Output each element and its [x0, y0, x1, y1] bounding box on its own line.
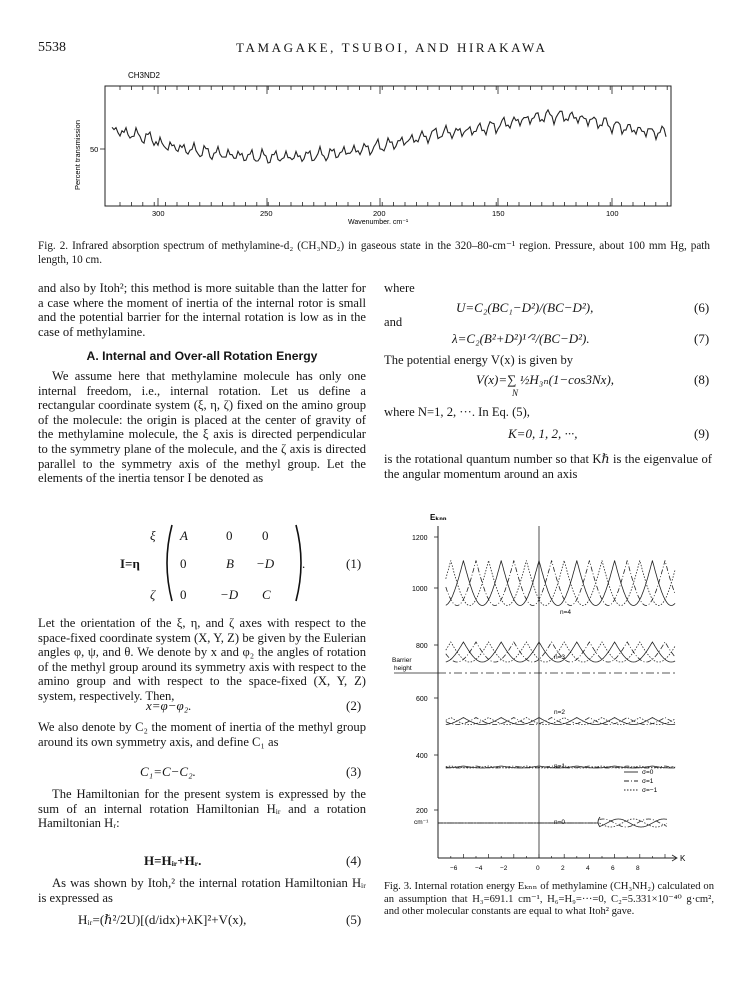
page-header: [38, 40, 718, 60]
y-axis-title: Eₖₙₙ: [430, 513, 447, 522]
m32: −D: [220, 587, 239, 602]
x-axis-label: Wavenumber, cm⁻¹: [348, 219, 409, 224]
y-tick-1000: 1000: [412, 586, 428, 593]
paragraph: where N=1, 2, ···. In Eq. (5),: [384, 405, 530, 419]
compound-label: CH3ND2: [128, 71, 161, 80]
x-tick-8: 8: [636, 865, 640, 872]
figure-3-energy-levels: [384, 508, 714, 876]
running-head: TAMAGAKE, TSUBOI, AND HIRAKAWA: [236, 40, 548, 55]
y-axis-label: Percent transmission: [73, 119, 82, 190]
equation-9: K=0, 1, 2, ···,: [508, 426, 578, 441]
m21: 0: [180, 556, 187, 571]
equation-7: λ=C₂(B²+D²)¹ᐟ²/(BC−D²).: [452, 331, 590, 346]
y-tick-50: 50: [90, 145, 99, 154]
equation-6: U=C₂(BC₁−D²)/(BC−D²),: [456, 300, 594, 315]
x-tick-150: 150: [492, 209, 505, 218]
level-label-n0: n=0: [554, 819, 566, 826]
m23: −D: [256, 556, 275, 571]
level-label-n3: n=3: [554, 654, 566, 661]
equation-4: H=Hᵢᵣ+Hᵣ.: [144, 853, 202, 868]
left-column: [38, 281, 366, 486]
paragraph: The Hamiltonian for the present system is expressed by the sum of an internal rotation Hamiltonian Hᵢᵣ and a rotation Hamiltonian Hᵣ:: [38, 787, 366, 831]
left-column-4: [38, 787, 366, 831]
x-tick-neg2: −2: [500, 865, 508, 872]
spectrum-line: [112, 110, 666, 163]
paragraph: is the rotational quantum number so that Kℏ is the eigenvalue of the angular momentum around an axis: [384, 452, 712, 481]
paragraph: We assume here that methylamine molecule has only one internal freedom, i.e., internal rotation. Let us define a rectangular coordinate system (ξ, η, ζ) fixed on the amino group of the molecule: the origin is placed at the center of gravity of the methylamine molecule, the ξ axis is directed perpendicular to the symmetry plane of the molecule, and the ζ axis is directed parallel to the symmetry axis of the methyl group. Let the elements of the inertia tensor I be denoted as: [38, 368, 366, 486]
x-axis-title: K: [680, 854, 686, 863]
m12: 0: [226, 528, 233, 543]
equation-8: V(x)=∑ ½H₃ₙ(1−cos3Nx),: [476, 372, 615, 387]
m22: B: [226, 556, 234, 571]
eq-number-1: (1): [346, 556, 362, 571]
legend-sigma-neg1: σ=−1: [642, 787, 658, 794]
y-tick-400: 400: [416, 753, 428, 760]
eq-number-7: (7): [694, 331, 710, 346]
x-tick-6: 6: [611, 865, 615, 872]
eq-number-9: (9): [694, 426, 710, 441]
x-tick-neg4: −4: [475, 865, 483, 872]
x-tick-300: 300: [152, 209, 165, 218]
and-text: and: [384, 315, 403, 329]
equation-5: Hᵢᵣ=(ℏ²/2U)[(d/idx)+λK]²+V(x),: [78, 912, 247, 927]
energy-level-curves: [438, 561, 675, 828]
y-tick-1200: 1200: [412, 535, 428, 542]
m11: A: [180, 528, 188, 543]
where-text: where: [384, 281, 415, 295]
x-tick-0: 0: [536, 865, 540, 872]
barrier-label-word1: Barrier: [392, 657, 412, 664]
x-tick-200: 200: [373, 209, 386, 218]
figure-2-caption: Fig. 2. Infrared absorption spectrum of methylamine-d₂ (CH₃ND₂) in gaseous state in the 320–80-cm⁻¹ region. Pressure, about 100 mm Hg, path length, 10 cm.: [38, 240, 710, 266]
level-label-n4: n=4: [560, 609, 572, 616]
x-tick-100: 100: [606, 209, 619, 218]
paragraph: and also by Itoh²; this method is more suitable than the latter for a case where the moment of inertia of the internal rotor is small and the potential barrier for the internal rotation is low as in the case of methylamine.: [38, 281, 366, 339]
figure-2-spectrum: [60, 64, 700, 224]
paragraph: We also denote by C₂ the moment of inertia of the methyl group around its own symmetry axis, and define C₁ as: [38, 720, 366, 749]
x-tick-4: 4: [586, 865, 590, 872]
y-tick-200: 200: [416, 808, 428, 815]
legend-sigma-0: σ=0: [642, 769, 654, 776]
left-column-5: [38, 876, 366, 905]
equation-2: x=φ−φ₂.: [146, 698, 192, 713]
m31: 0: [180, 587, 187, 602]
level-label-n2: n=2: [554, 709, 566, 716]
x-tick-2: 2: [561, 865, 565, 872]
eq-number-6: (6): [694, 300, 710, 315]
right-column-text: [384, 452, 712, 481]
page-number: 5538: [38, 40, 66, 55]
figure-3-caption: Fig. 3. Internal rotation energy Eₖₙₙ of methylamine (CH₃NH₂) calculated on an assumption that H₃=691.1 cm⁻¹, H₆=H₉=···=0, C₂=5.331×10⁻⁴⁰ g·cm², and other molecular constants are equal to what Itoh² gave.: [384, 881, 714, 918]
equation-1: ξ I=η ζ A 0 0 0 B −D 0 −D C . (1): [38, 525, 366, 605]
legend-sigma-1: σ=1: [642, 778, 654, 785]
left-column-2: [38, 616, 366, 704]
paragraph: The potential energy V(x) is given by: [384, 353, 574, 367]
legend: [624, 769, 658, 794]
equation-3: C₁=C−C₂.: [140, 764, 196, 779]
x-tick-250: 250: [260, 209, 273, 218]
m33: C: [262, 587, 271, 602]
eq-number-3: (3): [346, 764, 362, 779]
x-tick-neg6: −6: [450, 865, 458, 872]
sum-index: N: [512, 388, 519, 398]
eq-number-2: (2): [346, 698, 362, 713]
m13: 0: [262, 528, 269, 543]
barrier-label-word2: height: [394, 665, 412, 672]
y-unit: cm⁻¹: [414, 819, 429, 826]
x-ticks: [451, 854, 665, 858]
eq-number-4: (4): [346, 853, 362, 868]
y-tick-600: 600: [416, 696, 428, 703]
plot-frame: [105, 86, 671, 206]
section-heading: A. Internal and Over-all Rotation Energy: [86, 349, 318, 364]
inertia-lhs: I=η: [120, 556, 140, 571]
eq-number-8: (8): [694, 372, 710, 387]
left-column-3: [38, 720, 366, 749]
paragraph: Let the orientation of the ξ, η, and ζ axes with respect to the space-fixed coordinate system (X, Y, Z) be given by the Eulerian angles φ, ψ, and θ. We denote by x and φ₂ the angles of rotation of the methyl group around its symmetry axis with respect to the amino group and with respect to the space-fixed (X, Y, Z) system, respectively. Then,: [38, 616, 366, 703]
level-label-n1: n=1: [554, 763, 566, 770]
y-tick-800: 800: [416, 643, 428, 650]
eq-number-5: (5): [346, 912, 362, 927]
paragraph: As was shown by Itoh,² the internal rotation Hamiltonian Hᵢᵣ is expressed as: [38, 876, 366, 905]
zeta-label: ζ: [150, 587, 156, 602]
xi-label: ξ: [150, 528, 156, 543]
